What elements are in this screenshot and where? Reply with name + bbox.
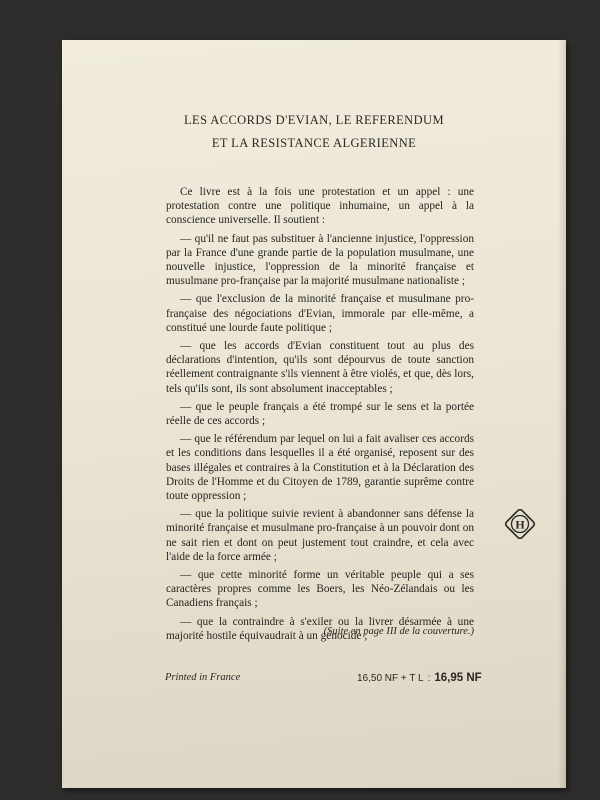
book-back-cover xyxy=(62,40,566,788)
blurb-paragraph: — que le peuple français a été trompé sur le sens et la portée réelle de ces accords ; xyxy=(166,400,474,428)
blurb-paragraph: — que les accords d'Evian constituent tout au plus des déclarations d'intention, qu'ils sont dépourvus de toute sanction réellement contraignante s'ils viennent à être violés, et que, dès lors, tels qu'ils sont, ils sont absolument inacceptables ; xyxy=(166,340,474,395)
publisher-logo-letter: H xyxy=(515,517,525,532)
publisher-logo-icon xyxy=(503,507,537,541)
title-line-1: LES ACCORDS D'EVIAN, LE REFERENDUM xyxy=(184,113,444,127)
cover-edge-shadow xyxy=(558,40,566,788)
blurb-paragraph: — que la politique suivie revient à abandonner sans défense la minorité française et musulmane pro-française à un pouvoir dont on ne sait rien et dont on peut justement tout craindre, et cela avec l'aide de la force armée ; xyxy=(166,508,474,563)
blurb-paragraph: — qu'il ne faut pas substituer à l'ancienne injustice, l'oppression par la France d'une grande partie de la population musulmane, une nouvelle injustice, l'oppression de la minorité française et musulmane pro-française par la majorité musulmane nationaliste ; xyxy=(166,232,474,288)
continuation-note: (Suite en page III de la couverture.) xyxy=(323,626,474,637)
price-detail: 16,50 NF + T L xyxy=(357,673,424,684)
blurb-text xyxy=(166,185,474,647)
blurb-paragraph-intro: Ce livre est à la fois une protestation et un appel : une protestation contre une politique inhumaine, un appel à la conscience universelle. Il soutient : xyxy=(166,186,474,227)
blurb-paragraph: — que la contraindre à s'exiler ou la livrer désarmée à une majorité hostile équivaudrait à un génocide ; xyxy=(166,615,474,642)
price-final: 16,95 NF xyxy=(434,672,482,684)
blurb-paragraph: — que cette minorité forme un véritable peuple qui a ses caractères propres comme les Boers, les Néo-Zélandais ou les Canadiens français ; xyxy=(166,569,474,610)
printed-in-france: Printed in France xyxy=(165,672,241,683)
title-line-2: ET LA RESISTANCE ALGERIENNE xyxy=(211,136,417,150)
blurb-paragraph: — que l'exclusion de la minorité française et musulmane pro-française des négociations d'Evian, immorale par elle-même, a constitué une lourde faute politique ; xyxy=(166,293,474,334)
price-block: 16,50 NF + T L : 16,95 NF xyxy=(357,672,482,684)
blurb-paragraph: — que le référendum par lequel on lui a fait avaliser ces accords et les conditions dans lesquelles il a été organisé, reposent sur des bases illégales et contraires à la Constitution et à la Déclaration des Droits de l'Homme et du Citoyen de 1789, garantie suprême contre toute oppression ; xyxy=(166,433,474,503)
